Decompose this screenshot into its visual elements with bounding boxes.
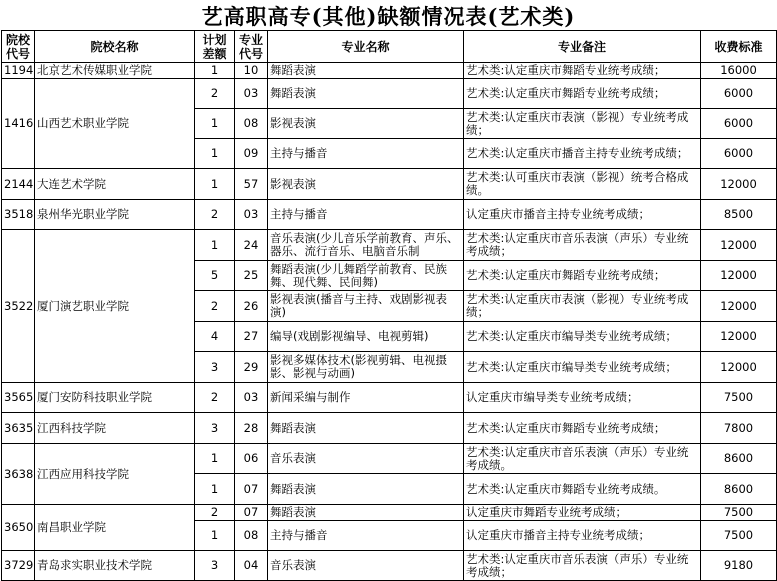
major-code-cell: 25 xyxy=(235,261,268,291)
school-code-cell: 3638 xyxy=(2,444,35,505)
fee-cell: 12000 xyxy=(701,169,777,200)
page-title: 艺高职高专(其他)缺额情况表(艺术类) xyxy=(201,4,576,29)
major-code-cell: 06 xyxy=(235,444,268,474)
major-code-cell: 09 xyxy=(235,139,268,169)
table-row xyxy=(2,505,777,521)
school-code-cell: 3729 xyxy=(2,551,35,581)
gap-cell: 1 xyxy=(195,474,235,505)
fee-cell: 12000 xyxy=(701,352,777,383)
gap-cell: 2 xyxy=(195,505,235,521)
note-cell: 艺术类:认定重庆市舞蹈专业统考成绩； xyxy=(464,413,701,444)
gap-cell: 1 xyxy=(195,109,235,139)
major-code-cell: 03 xyxy=(235,79,268,109)
major-code-cell: 04 xyxy=(235,551,268,581)
note-cell: 认定重庆市播音主持专业统考成绩； xyxy=(464,521,701,551)
note-cell: 认定重庆市播音主持专业统考成绩； xyxy=(464,200,701,230)
header-school-code: 院校代号 xyxy=(2,31,35,63)
note-cell: 艺术类:认定重庆市编导类专业统考成绩； xyxy=(464,352,701,383)
major-name-cell: 新闻采编与制作 xyxy=(268,383,464,413)
school-code-cell: 1416 xyxy=(2,79,35,169)
major-code-cell: 07 xyxy=(235,505,268,521)
table-row xyxy=(2,169,777,200)
header-major-note: 专业备注 xyxy=(464,31,701,63)
note-cell: 艺术类:认定重庆市表演（影视）专业统考成绩； xyxy=(464,109,701,139)
gap-cell: 1 xyxy=(195,139,235,169)
school-name-cell: 江西科技学院 xyxy=(35,413,195,444)
table-row xyxy=(2,200,777,230)
fee-cell: 12000 xyxy=(701,261,777,291)
school-code-cell: 3565 xyxy=(2,383,35,413)
gap-cell: 3 xyxy=(195,352,235,383)
school-name-cell: 江西应用科技学院 xyxy=(35,444,195,505)
school-name-cell: 大连艺术学院 xyxy=(35,169,195,200)
major-name-cell: 影视表演 xyxy=(268,109,464,139)
major-name-cell: 舞蹈表演 xyxy=(268,413,464,444)
major-name-cell: 影视表演 xyxy=(268,169,464,200)
gap-cell: 2 xyxy=(195,291,235,322)
note-cell: 认定重庆市舞蹈专业统考成绩； xyxy=(464,505,701,521)
school-name-cell: 青岛求实职业技术学院 xyxy=(35,551,195,581)
fee-cell: 7500 xyxy=(701,383,777,413)
gap-cell: 2 xyxy=(195,79,235,109)
note-cell: 艺术类:认定重庆市播音主持专业统考成绩； xyxy=(464,139,701,169)
table-row xyxy=(2,79,777,109)
header-plan-gap: 计划差额 xyxy=(195,31,235,63)
school-code-cell: 2144 xyxy=(2,169,35,200)
table-row xyxy=(2,63,777,79)
major-name-cell: 舞蹈表演 xyxy=(268,79,464,109)
gap-cell: 1 xyxy=(195,230,235,261)
school-name-cell: 厦门演艺职业学院 xyxy=(35,230,195,383)
note-cell: 艺术类:认定重庆市舞蹈专业统考成绩。 xyxy=(464,474,701,505)
note-cell: 艺术类:认定重庆市音乐表演（声乐）专业统考成绩； xyxy=(464,230,701,261)
major-name-cell: 影视表演(播音与主持、戏剧影视表演) xyxy=(268,291,464,322)
major-name-cell: 舞蹈表演(少儿舞蹈学前教育、民族舞、现代舞、民间舞) xyxy=(268,261,464,291)
school-name-cell: 南昌职业学院 xyxy=(35,505,195,551)
school-code-cell: 3518 xyxy=(2,200,35,230)
major-code-cell: 03 xyxy=(235,383,268,413)
major-code-cell: 57 xyxy=(235,169,268,200)
school-code-cell: 3635 xyxy=(2,413,35,444)
gap-cell: 3 xyxy=(195,413,235,444)
major-name-cell: 主持与播音 xyxy=(268,200,464,230)
major-code-cell: 08 xyxy=(235,109,268,139)
table-row xyxy=(2,551,777,581)
major-name-cell: 音乐表演 xyxy=(268,551,464,581)
school-code-cell: 1194 xyxy=(2,63,35,79)
note-cell: 艺术类:认定重庆市表演（影视）专业统考成绩； xyxy=(464,291,701,322)
gap-cell: 1 xyxy=(195,444,235,474)
note-cell: 艺术类:认定重庆市音乐表演（声乐）专业统考成绩。 xyxy=(464,444,701,474)
table-row xyxy=(2,230,777,261)
school-name-cell: 山西艺术职业学院 xyxy=(35,79,195,169)
gap-cell: 2 xyxy=(195,383,235,413)
major-name-cell: 舞蹈表演 xyxy=(268,505,464,521)
major-name-cell: 舞蹈表演 xyxy=(268,63,464,79)
gap-cell: 1 xyxy=(195,63,235,79)
table-row xyxy=(2,383,777,413)
major-name-cell: 音乐表演(少儿音乐学前教育、声乐、器乐、流行音乐、电脑音乐制 xyxy=(268,230,464,261)
major-code-cell: 07 xyxy=(235,474,268,505)
fee-cell: 6000 xyxy=(701,109,777,139)
school-name-cell: 厦门安防科技职业学院 xyxy=(35,383,195,413)
school-name-cell: 泉州华光职业学院 xyxy=(35,200,195,230)
major-name-cell: 影视多媒体技术(影视剪辑、电视摄影、影视与动画) xyxy=(268,352,464,383)
header-major-code: 专业代号 xyxy=(235,31,268,63)
note-cell: 认定重庆市编导类专业统考成绩； xyxy=(464,383,701,413)
gap-cell: 1 xyxy=(195,521,235,551)
fee-cell: 7500 xyxy=(701,505,777,521)
gap-cell: 3 xyxy=(195,551,235,581)
fee-cell: 12000 xyxy=(701,291,777,322)
major-code-cell: 24 xyxy=(235,230,268,261)
gap-cell: 5 xyxy=(195,261,235,291)
fee-cell: 12000 xyxy=(701,230,777,261)
note-cell: 艺术类:认定重庆市舞蹈专业统考成绩； xyxy=(464,79,701,109)
header-major-name: 专业名称 xyxy=(268,31,464,63)
major-name-cell: 编导(戏剧影视编导、电视剪辑) xyxy=(268,322,464,352)
gap-cell: 1 xyxy=(195,169,235,200)
major-code-cell: 03 xyxy=(235,200,268,230)
major-name-cell: 音乐表演 xyxy=(268,444,464,474)
gap-cell: 4 xyxy=(195,322,235,352)
major-name-cell: 主持与播音 xyxy=(268,139,464,169)
fee-cell: 12000 xyxy=(701,322,777,352)
major-name-cell: 舞蹈表演 xyxy=(268,474,464,505)
school-name-cell: 北京艺术传媒职业学院 xyxy=(35,63,195,79)
note-cell: 艺术类:认可重庆市表演（影视）统考合格成绩。 xyxy=(464,169,701,200)
header-fee: 收费标准 xyxy=(701,31,777,63)
fee-cell: 9180 xyxy=(701,551,777,581)
fee-cell: 8600 xyxy=(701,474,777,505)
fee-cell: 7800 xyxy=(701,413,777,444)
major-code-cell: 10 xyxy=(235,63,268,79)
note-cell: 艺术类:认定重庆市舞蹈专业统考成绩； xyxy=(464,63,701,79)
fee-cell: 16000 xyxy=(701,63,777,79)
major-code-cell: 29 xyxy=(235,352,268,383)
header-school-name: 院校名称 xyxy=(35,31,195,63)
major-code-cell: 08 xyxy=(235,521,268,551)
school-code-cell: 3650 xyxy=(2,505,35,551)
fee-cell: 6000 xyxy=(701,139,777,169)
table-row xyxy=(2,444,777,474)
vacancy-table xyxy=(1,30,777,581)
fee-cell: 7500 xyxy=(701,521,777,551)
fee-cell: 8500 xyxy=(701,200,777,230)
fee-cell: 8600 xyxy=(701,444,777,474)
note-cell: 艺术类:认定重庆市舞蹈专业统考成绩； xyxy=(464,261,701,291)
fee-cell: 6000 xyxy=(701,79,777,109)
gap-cell: 2 xyxy=(195,200,235,230)
major-code-cell: 26 xyxy=(235,291,268,322)
major-code-cell: 28 xyxy=(235,413,268,444)
note-cell: 艺术类:认定重庆市编导类专业统考成绩； xyxy=(464,322,701,352)
header-row xyxy=(2,31,777,63)
major-code-cell: 27 xyxy=(235,322,268,352)
school-code-cell: 3522 xyxy=(2,230,35,383)
table-row xyxy=(2,413,777,444)
major-name-cell: 主持与播音 xyxy=(268,521,464,551)
note-cell: 艺术类:认定重庆市音乐表演（声乐）专业统考成绩； xyxy=(464,551,701,581)
